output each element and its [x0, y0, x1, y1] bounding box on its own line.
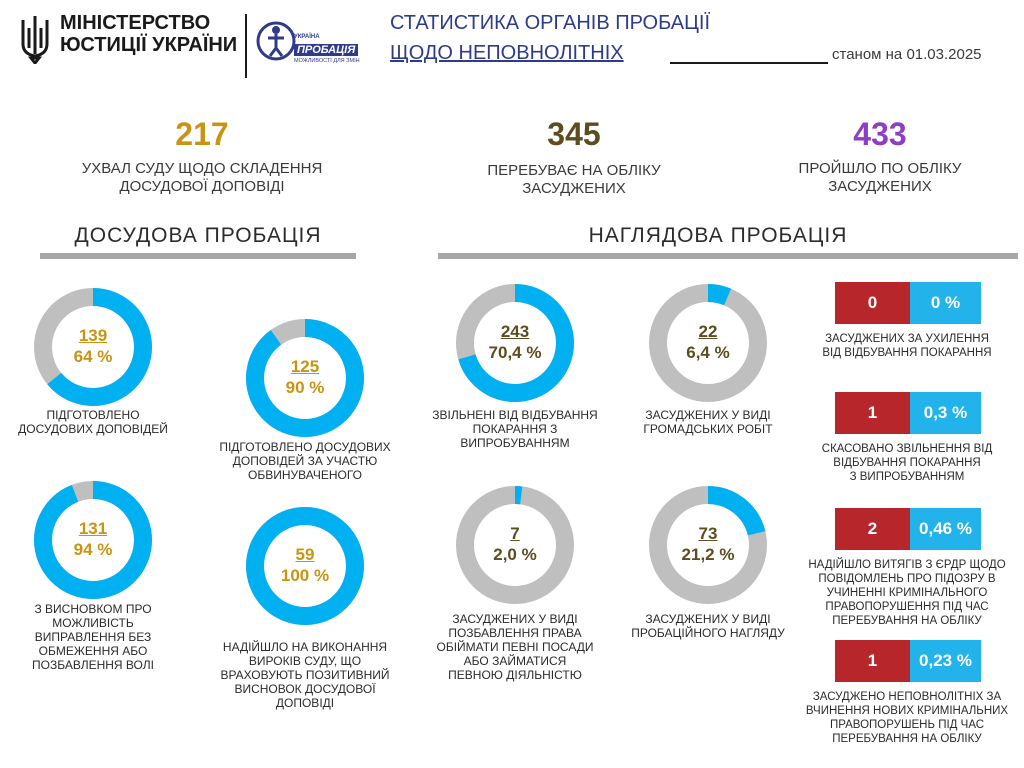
donut-1-label: [8, 408, 178, 436]
donut-8-count: 73: [698, 524, 718, 543]
section-title-supervisory: НАГЛЯДОВА ПРОБАЦІЯ: [588, 224, 848, 247]
donut-5-label-line: ПОКАРАННЯ З: [472, 422, 558, 436]
donut-7-label-line: ПЕВНОЮ ДІЯЛЬНІСТЮ: [448, 668, 582, 682]
probation-logo: [256, 14, 376, 70]
donut-4-percent: 100 %: [280, 566, 330, 585]
kpi-caption-2: [440, 162, 708, 198]
donut-6-count: 22: [698, 322, 718, 341]
donut-4-label: [205, 640, 405, 710]
section-title-pretrial: ДОСУДОВА ПРОБАЦІЯ: [74, 224, 322, 247]
donut-7-percent: 2,0 %: [493, 545, 537, 564]
donut-3-label-line: ПОЗБАВЛЕННЯ ВОЛІ: [32, 658, 154, 672]
donut-2-label: [205, 440, 405, 482]
donut-5-percent: 70,4 %: [488, 343, 542, 362]
badge-2-caption-line: СКАСОВАНО ЗВІЛЬНЕННЯ ВІД: [821, 443, 993, 455]
ministry-line1: МІНІСТЕРСТВО: [60, 12, 211, 34]
donut-3-label-line: ОБМЕЖЕННЯ АБО: [38, 644, 148, 658]
report-date: станом на 01.03.2025: [832, 46, 982, 63]
donut-7-center: [470, 523, 560, 565]
donut-1-center: [48, 325, 138, 367]
badge-2-caption-line: ВІДБУВАННЯ ПОКАРАННЯ: [833, 457, 981, 469]
badge-3-caption-line: ПОВІДОМЛЕНЬ ПРО ПІДОЗРУ В: [818, 573, 996, 585]
badge-3-caption-line: УЧИНЕННІ КРИМІНАЛЬНОГО: [826, 587, 988, 599]
kpi-caption-2-line1: ПЕРЕБУВАЄ НА ОБЛІКУ: [487, 162, 661, 179]
donut-1-label-line: ПІДГОТОВЛЕНО: [46, 408, 140, 422]
donut-1-label-line: ДОСУДОВИХ ДОПОВІДЕЙ: [18, 422, 168, 436]
donut-3-label: [8, 602, 178, 672]
section-bar-pretrial: [40, 253, 356, 259]
donut-4-label-line: ВИРОКІВ СУДУ, ЩО: [248, 654, 362, 668]
donut-8-center: [663, 523, 753, 565]
donut-2-center: [260, 356, 350, 398]
donut-8-label-line: ЗАСУДЖЕНИХ У ВИДІ: [645, 612, 771, 626]
badge-1-caption-line: ЗАСУДЖЕНИХ ЗА УХИЛЕННЯ: [825, 333, 989, 345]
donut-5-count: 243: [500, 322, 530, 341]
donut-1-percent: 64 %: [73, 347, 113, 366]
donut-1-count: 139: [78, 326, 108, 345]
badge-1-percent: 0 %: [910, 282, 981, 324]
badge-3-caption-line: ПРАВОПОРУШЕННЯ ПІД ЧАС: [825, 601, 989, 613]
donut-7-label: [425, 612, 605, 682]
donut-5-center: [470, 321, 560, 363]
badge-3-count: 2: [835, 508, 910, 550]
kpi-value-3: 433: [853, 116, 907, 152]
badge-2-percent: 0,3 %: [910, 392, 981, 434]
title-underline: [670, 62, 828, 64]
probation-figure-icon: [256, 16, 296, 66]
badge-1-caption: [796, 332, 1018, 360]
badge-3-caption-line: НАДІЙШЛО ВИТЯГІВ З ЄРДР ЩОДО: [808, 559, 1006, 571]
donut-3-percent: 94 %: [73, 540, 113, 559]
badge-2-count: 1: [835, 392, 910, 434]
kpi-caption-1-line2: ДОСУДОВОЇ ДОПОВІДІ: [119, 178, 285, 195]
kpi-caption-3-line2: ЗАСУДЖЕНИХ: [828, 178, 932, 195]
donut-6-center: [663, 321, 753, 363]
kpi-caption-1-line1: УХВАЛ СУДУ ЩОДО СКЛАДЕННЯ: [81, 160, 323, 177]
donut-2-percent: 90 %: [285, 378, 325, 397]
donut-3-count: 131: [78, 519, 108, 538]
badge-4-count: 1: [835, 640, 910, 682]
donut-4-count: 59: [295, 545, 315, 564]
ukraine-trident-icon: [18, 14, 52, 64]
donut-3-label-line: З ВИСНОВКОМ ПРО: [34, 602, 152, 616]
badge-4-caption-line: ВЧИНЕННЯ НОВИХ КРИМІНАЛЬНИХ: [805, 705, 1009, 717]
donut-2-count: 125: [290, 357, 320, 376]
badge-1-caption-line: ВІД ВІДБУВАННЯ ПОКАРАННЯ: [822, 347, 992, 359]
donut-5-label-line: ЗВІЛЬНЕНІ ВІД ВІДБУВАННЯ: [432, 408, 598, 422]
donut-4-label-line: НАДІЙШЛО НА ВИКОНАННЯ: [222, 640, 388, 654]
badge-1: [835, 282, 981, 324]
donut-3-center: [48, 518, 138, 560]
donut-6-label-line: ГРОМАДСЬКИХ РОБІТ: [643, 422, 773, 436]
kpi-caption-2-line2: ЗАСУДЖЕНИХ: [522, 180, 626, 197]
badge-3: [835, 508, 981, 550]
badge-3-caption-line: ПЕРЕБУВАННЯ НА ОБЛІКУ: [832, 615, 982, 627]
logo-small-bottom: МОЖЛИВОСТІ ДЛЯ ЗМІН: [294, 58, 360, 64]
badge-4-caption: [796, 690, 1018, 746]
badge-4: [835, 640, 981, 682]
donut-2-label-line: ПІДГОТОВЛЕНО ДОСУДОВИХ: [219, 440, 391, 454]
donut-5-label: [425, 408, 605, 450]
badge-3-percent: 0,46 %: [910, 508, 981, 550]
donut-4-label-line: ВИСНОВОК ДОСУДОВОЇ: [234, 682, 376, 696]
ministry-name: [60, 12, 237, 56]
kpi-caption-3: [752, 160, 1008, 196]
header-divider: [245, 14, 247, 78]
donut-4-center: [260, 544, 350, 586]
donut-4-label-line: ДОПОВІДІ: [275, 696, 335, 710]
kpi-value-1: 217: [175, 116, 229, 152]
kpi-caption-1: [50, 160, 354, 196]
badge-4-caption-line: ПЕРЕБУВАННЯ НА ОБЛІКУ: [832, 733, 982, 745]
badge-3-caption: [796, 558, 1018, 628]
logo-word: ПРОБАЦІЯ: [294, 44, 358, 56]
donut-8-label: [618, 612, 798, 640]
title-line2: ЩОДО НЕПОВНОЛІТНІХ: [390, 42, 624, 64]
donut-6-percent: 6,4 %: [686, 343, 730, 362]
donut-4-label-line: ВРАХОВУЮТЬ ПОЗИТИВНИЙ: [220, 668, 390, 682]
donut-5-label-line: ВИПРОБУВАННЯМ: [460, 436, 570, 450]
ministry-line2: ЮСТИЦІЇ УКРАЇНИ: [60, 34, 238, 56]
donut-7-label-line: ПОЗБАВЛЕННЯ ПРАВА: [448, 626, 582, 640]
badge-2-caption-line: З ВИПРОБУВАННЯМ: [849, 471, 965, 483]
badge-4-caption-line: ЗАСУДЖЕНО НЕПОВНОЛІТНІХ ЗА: [812, 691, 1002, 703]
donut-6-label: [618, 408, 798, 436]
badge-1-count: 0: [835, 282, 910, 324]
badge-2: [835, 392, 981, 434]
title-line1: СТАТИСТИКА ОРГАНІВ ПРОБАЦІЇ: [390, 12, 711, 34]
donut-8-percent: 21,2 %: [681, 545, 735, 564]
donut-2-label-line: ОБВИНУВАЧЕНОГО: [248, 468, 362, 482]
donut-3-label-line: ВИПРАВЛЕННЯ БЕЗ: [34, 630, 152, 644]
donut-7-label-line: АБО ЗАЙМАТИСЯ: [463, 654, 567, 668]
donut-6-label-line: ЗАСУДЖЕНИХ У ВИДІ: [645, 408, 771, 422]
kpi-value-2: 345: [547, 116, 601, 152]
badge-4-caption-line: ПРАВОПОРУШЕНЬ ПІД ЧАС: [829, 719, 985, 731]
badge-2-caption: [796, 442, 1018, 484]
donut-8-label-line: ПРОБАЦІЙНОГО НАГЛЯДУ: [631, 626, 785, 640]
kpi-caption-3-line1: ПРОЙШЛО ПО ОБЛІКУ: [798, 160, 962, 177]
donut-7-label-line: ОБІЙМАТИ ПЕВНІ ПОСАДИ: [436, 640, 594, 654]
donut-7-count: 7: [510, 524, 520, 543]
section-bar-supervisory: [438, 253, 1018, 259]
donut-2-label-line: ДОПОВІДЕЙ ЗА УЧАСТЮ: [232, 454, 378, 468]
logo-small-top: УКРАЇНА: [294, 34, 320, 40]
donut-3-label-line: МОЖЛИВІСТЬ: [52, 616, 134, 630]
badge-4-percent: 0,23 %: [910, 640, 981, 682]
page-title: [390, 8, 710, 68]
donut-7-label-line: ЗАСУДЖЕНИХ У ВИДІ: [452, 612, 578, 626]
